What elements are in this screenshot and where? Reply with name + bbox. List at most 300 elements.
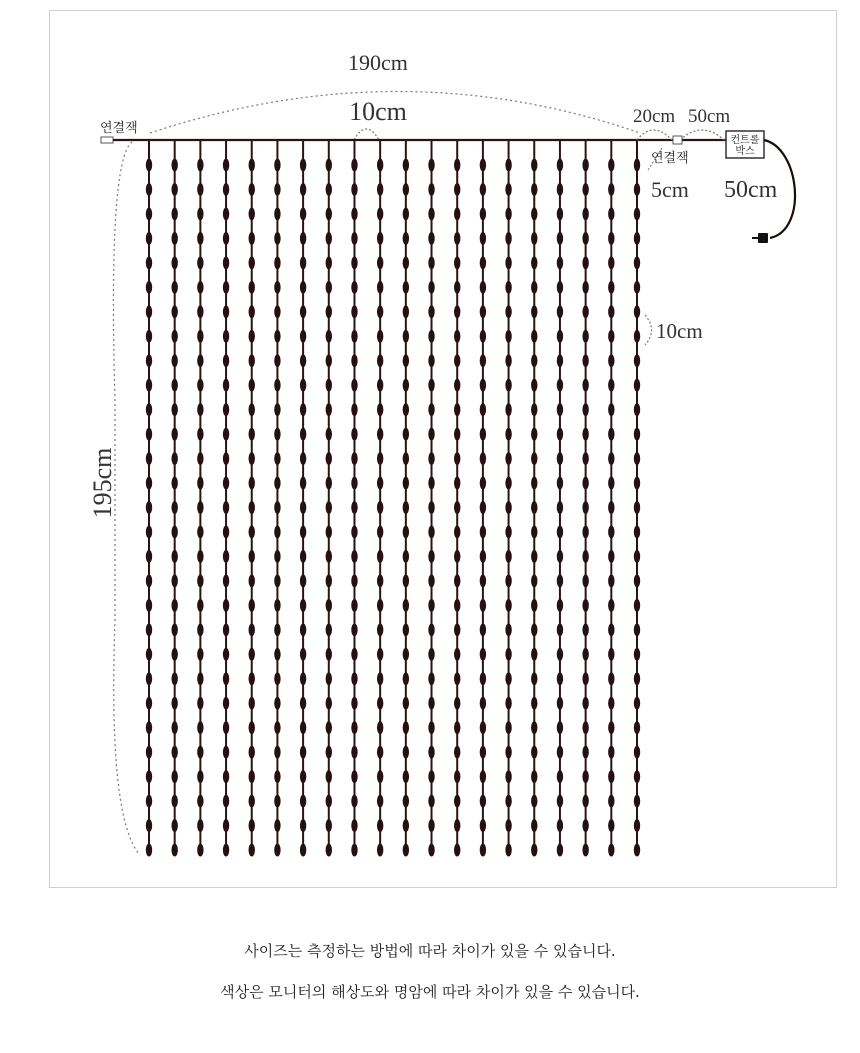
led-bulb [197, 452, 203, 465]
led-bulb [326, 232, 332, 245]
led-bulb [428, 232, 434, 245]
led-bulb [634, 795, 640, 808]
led-bulb [608, 697, 614, 710]
led-bulb [300, 183, 306, 196]
led-bulb [582, 330, 588, 343]
led-bulb [377, 672, 383, 685]
led-bulb [249, 354, 255, 367]
led-bulb [557, 281, 563, 294]
led-bulb [557, 795, 563, 808]
led-bulb [454, 721, 460, 734]
led-bulb [351, 599, 357, 612]
led-bulb [582, 452, 588, 465]
led-bulb [326, 795, 332, 808]
led-bulb [608, 795, 614, 808]
led-bulb [351, 256, 357, 269]
led-bulb [249, 305, 255, 318]
total-width-label: 190cm [348, 50, 408, 75]
power-plug [758, 233, 768, 243]
led-bulb [428, 379, 434, 392]
led-bulb [428, 550, 434, 563]
led-bulb [171, 232, 177, 245]
led-bulb [403, 770, 409, 783]
height-label: 195cm [88, 447, 117, 519]
led-bulb [531, 452, 537, 465]
led-bulb [300, 819, 306, 832]
led-bulb [223, 501, 229, 514]
led-bulb [634, 207, 640, 220]
led-bulb [326, 477, 332, 490]
led-bulb [608, 525, 614, 538]
led-bulb [582, 844, 588, 857]
led-bulb [171, 648, 177, 661]
led-bulb [274, 232, 280, 245]
led-bulb [480, 574, 486, 587]
led-bulb [223, 697, 229, 710]
led-bulb [223, 574, 229, 587]
led-bulb [608, 501, 614, 514]
led-bulb [249, 623, 255, 636]
led-bulb [377, 697, 383, 710]
led-bulb [608, 599, 614, 612]
led-bulb [146, 379, 152, 392]
led-bulb [531, 428, 537, 441]
led-bulb [300, 770, 306, 783]
led-bulb [171, 379, 177, 392]
led-bulb [608, 428, 614, 441]
led-bulb [377, 183, 383, 196]
led-bulb [171, 501, 177, 514]
led-bulb [274, 844, 280, 857]
led-bulb [326, 281, 332, 294]
led-bulb [480, 697, 486, 710]
led-bulb [557, 403, 563, 416]
led-bulb [326, 770, 332, 783]
led-bulb [634, 550, 640, 563]
led-bulb [403, 844, 409, 857]
led-bulb [582, 232, 588, 245]
led-bulb [557, 770, 563, 783]
led-bulb [403, 574, 409, 587]
led-bulb [300, 477, 306, 490]
led-bulb [428, 574, 434, 587]
led-bulb [454, 256, 460, 269]
led-bulb [300, 281, 306, 294]
led-bulb [377, 574, 383, 587]
led-bulb [608, 477, 614, 490]
led-bulb [557, 525, 563, 538]
led-bulb [454, 305, 460, 318]
led-bulb [403, 403, 409, 416]
led-bulb [582, 648, 588, 661]
led-bulb [351, 207, 357, 220]
led-bulb [249, 379, 255, 392]
led-bulb [351, 183, 357, 196]
led-bulb [223, 525, 229, 538]
led-bulb [403, 477, 409, 490]
led-bulb [300, 256, 306, 269]
led-bulb [403, 452, 409, 465]
led-bulb [146, 721, 152, 734]
led-bulb [454, 623, 460, 636]
power-cord-label: 50cm [724, 177, 778, 203]
led-bulb [428, 403, 434, 416]
led-bulb [223, 379, 229, 392]
led-bulb [428, 746, 434, 759]
led-bulb [454, 795, 460, 808]
led-bulb [531, 207, 537, 220]
led-bulb [505, 697, 511, 710]
led-bulb [480, 648, 486, 661]
led-bulb [223, 183, 229, 196]
led-bulb [582, 305, 588, 318]
led-bulb [326, 525, 332, 538]
led-bulb [146, 697, 152, 710]
led-bulb [403, 623, 409, 636]
led-bulb [249, 403, 255, 416]
led-bulb [300, 623, 306, 636]
led-bulb [377, 623, 383, 636]
led-bulb [274, 525, 280, 538]
led-bulb [428, 844, 434, 857]
led-bulb [428, 207, 434, 220]
led-bulb [249, 525, 255, 538]
led-bulb [634, 477, 640, 490]
led-bulb [223, 770, 229, 783]
led-bulb [171, 281, 177, 294]
led-bulb [454, 232, 460, 245]
led-bulb [428, 428, 434, 441]
led-bulb [377, 305, 383, 318]
led-bulb [454, 207, 460, 220]
led-bulb [351, 330, 357, 343]
led-bulb [505, 305, 511, 318]
led-bulb [274, 623, 280, 636]
led-bulb [197, 721, 203, 734]
led-bulb [531, 256, 537, 269]
led-bulb [480, 501, 486, 514]
led-bulb [274, 819, 280, 832]
led-bulb [351, 305, 357, 318]
led-bulb [300, 379, 306, 392]
led-bulb [505, 672, 511, 685]
led-bulb [403, 525, 409, 538]
led-bulb [171, 844, 177, 857]
led-bulb [634, 525, 640, 538]
strand-spacing-label: 10cm [349, 97, 407, 126]
led-bulb [505, 232, 511, 245]
led-bulb [608, 844, 614, 857]
led-bulb [505, 452, 511, 465]
led-bulb [480, 354, 486, 367]
led-bulb [505, 795, 511, 808]
led-bulb [171, 672, 177, 685]
led-bulb [197, 183, 203, 196]
led-bulb [531, 599, 537, 612]
led-bulb [403, 599, 409, 612]
led-bulb [171, 305, 177, 318]
led-bulb [326, 354, 332, 367]
led-bulb [428, 452, 434, 465]
led-bulb [197, 354, 203, 367]
led-bulb [223, 305, 229, 318]
led-bulb [171, 746, 177, 759]
led-bulb [480, 795, 486, 808]
led-bulb [557, 452, 563, 465]
led-bulb [480, 477, 486, 490]
led-bulb [403, 795, 409, 808]
led-bulb [377, 281, 383, 294]
led-bulb [531, 697, 537, 710]
led-bulb [505, 574, 511, 587]
led-bulb [403, 305, 409, 318]
led-bulb [171, 159, 177, 172]
led-bulb [171, 256, 177, 269]
led-bulb [274, 354, 280, 367]
led-bulb [197, 844, 203, 857]
led-bulb [197, 574, 203, 587]
led-bulb [171, 795, 177, 808]
led-bulb [146, 281, 152, 294]
led-bulb [582, 574, 588, 587]
led-bulb [197, 232, 203, 245]
led-bulb [582, 746, 588, 759]
led-bulb [403, 550, 409, 563]
led-bulb [274, 183, 280, 196]
led-bulb [454, 746, 460, 759]
led-bulb [377, 770, 383, 783]
led-bulb [531, 183, 537, 196]
led-bulb [557, 428, 563, 441]
led-bulb [146, 403, 152, 416]
led-bulb [197, 795, 203, 808]
led-bulb [608, 770, 614, 783]
led-bulb [146, 183, 152, 196]
led-bulb [403, 232, 409, 245]
led-bulb [505, 403, 511, 416]
led-bulb [171, 819, 177, 832]
led-bulb [300, 403, 306, 416]
led-bulb [454, 477, 460, 490]
led-bulb [146, 477, 152, 490]
connector-right-label: 연결잭 [651, 151, 689, 166]
led-bulb [582, 159, 588, 172]
led-bulb [377, 477, 383, 490]
led-bulb [249, 770, 255, 783]
led-bulb [505, 550, 511, 563]
led-bulb [608, 330, 614, 343]
led-bulb [454, 672, 460, 685]
led-bulb [249, 452, 255, 465]
led-bulb [634, 844, 640, 857]
led-bulb [351, 477, 357, 490]
led-bulb [249, 256, 255, 269]
led-bulb [428, 770, 434, 783]
led-bulb [608, 721, 614, 734]
led-bulb [428, 819, 434, 832]
led-bulb [634, 330, 640, 343]
led-bulb [480, 721, 486, 734]
led-bulb [608, 403, 614, 416]
led-bulb [505, 281, 511, 294]
led-bulb [608, 159, 614, 172]
led-bulb [582, 207, 588, 220]
led-bulb [454, 770, 460, 783]
light-strands [146, 141, 640, 857]
led-bulb [223, 623, 229, 636]
led-bulb [223, 721, 229, 734]
led-bulb [403, 159, 409, 172]
led-bulb [454, 159, 460, 172]
led-bulb [300, 330, 306, 343]
led-bulb [300, 599, 306, 612]
led-bulb [197, 159, 203, 172]
connector-right-plug [673, 136, 682, 144]
led-bulb [326, 574, 332, 587]
led-bulb [274, 599, 280, 612]
led-bulb [300, 746, 306, 759]
led-bulb [300, 428, 306, 441]
led-bulb [274, 550, 280, 563]
led-bulb [377, 721, 383, 734]
led-bulb [351, 452, 357, 465]
led-bulb [454, 599, 460, 612]
led-bulb [505, 599, 511, 612]
led-bulb [634, 721, 640, 734]
led-bulb [223, 403, 229, 416]
led-bulb [582, 721, 588, 734]
led-bulb [300, 550, 306, 563]
led-bulb [454, 819, 460, 832]
led-bulb [557, 232, 563, 245]
led-bulb [582, 183, 588, 196]
led-bulb [300, 574, 306, 587]
led-bulb [634, 159, 640, 172]
bulb-spacing-label: 10cm [656, 319, 703, 343]
led-bulb [403, 746, 409, 759]
led-bulb [608, 672, 614, 685]
led-bulb [326, 159, 332, 172]
led-bulb [300, 452, 306, 465]
led-bulb [557, 207, 563, 220]
connector-gap-label: 5cm [651, 177, 689, 202]
led-bulb [557, 550, 563, 563]
led-bulb [428, 795, 434, 808]
led-bulb [146, 305, 152, 318]
led-bulb [608, 379, 614, 392]
led-bulb [505, 623, 511, 636]
height-dimension-line [113, 142, 140, 855]
led-bulb [351, 795, 357, 808]
led-bulb [582, 550, 588, 563]
led-bulb [531, 574, 537, 587]
led-bulb [582, 770, 588, 783]
led-bulb [480, 256, 486, 269]
led-bulb [557, 354, 563, 367]
led-bulb [634, 819, 640, 832]
led-bulb [300, 207, 306, 220]
led-bulb [300, 844, 306, 857]
led-bulb [223, 256, 229, 269]
led-bulb [377, 452, 383, 465]
led-bulb [531, 770, 537, 783]
strand-spacing-arc [354, 129, 379, 140]
led-bulb [377, 403, 383, 416]
led-bulb [428, 330, 434, 343]
led-bulb [326, 844, 332, 857]
led-bulb [223, 672, 229, 685]
led-bulb [531, 525, 537, 538]
led-bulb [403, 330, 409, 343]
led-bulb [582, 672, 588, 685]
led-bulb [634, 379, 640, 392]
led-bulb [531, 672, 537, 685]
led-bulb [351, 623, 357, 636]
led-bulb [223, 207, 229, 220]
led-bulb [377, 550, 383, 563]
led-bulb [454, 330, 460, 343]
led-bulb [377, 232, 383, 245]
led-bulb [249, 648, 255, 661]
led-bulb [326, 305, 332, 318]
led-bulb [326, 721, 332, 734]
led-bulb [582, 281, 588, 294]
led-bulb [582, 697, 588, 710]
led-bulb [377, 525, 383, 538]
led-bulb [351, 844, 357, 857]
led-bulb [223, 599, 229, 612]
led-bulb [480, 452, 486, 465]
led-bulb [403, 697, 409, 710]
led-bulb [480, 207, 486, 220]
led-bulb [531, 721, 537, 734]
led-bulb [428, 354, 434, 367]
led-bulb [249, 330, 255, 343]
led-bulb [146, 207, 152, 220]
led-bulb [351, 281, 357, 294]
led-bulb [428, 672, 434, 685]
led-bulb [428, 648, 434, 661]
lead-20-label: 20cm [633, 106, 676, 127]
lead-50-label: 50cm [688, 106, 731, 127]
led-bulb [300, 697, 306, 710]
led-bulb [454, 403, 460, 416]
led-bulb [531, 379, 537, 392]
led-bulb [634, 648, 640, 661]
led-bulb [146, 599, 152, 612]
led-bulb [403, 207, 409, 220]
led-bulb [531, 795, 537, 808]
led-bulb [223, 746, 229, 759]
led-bulb [480, 770, 486, 783]
led-bulb [377, 207, 383, 220]
led-bulb [351, 697, 357, 710]
led-bulb [274, 477, 280, 490]
led-bulb [531, 281, 537, 294]
led-bulb [326, 550, 332, 563]
led-bulb [326, 379, 332, 392]
led-bulb [249, 159, 255, 172]
led-bulb [531, 501, 537, 514]
led-bulb [249, 795, 255, 808]
led-bulb [249, 232, 255, 245]
led-bulb [223, 452, 229, 465]
led-bulb [403, 256, 409, 269]
led-bulb [505, 477, 511, 490]
led-bulb [582, 501, 588, 514]
led-bulb [454, 697, 460, 710]
led-bulb [557, 819, 563, 832]
